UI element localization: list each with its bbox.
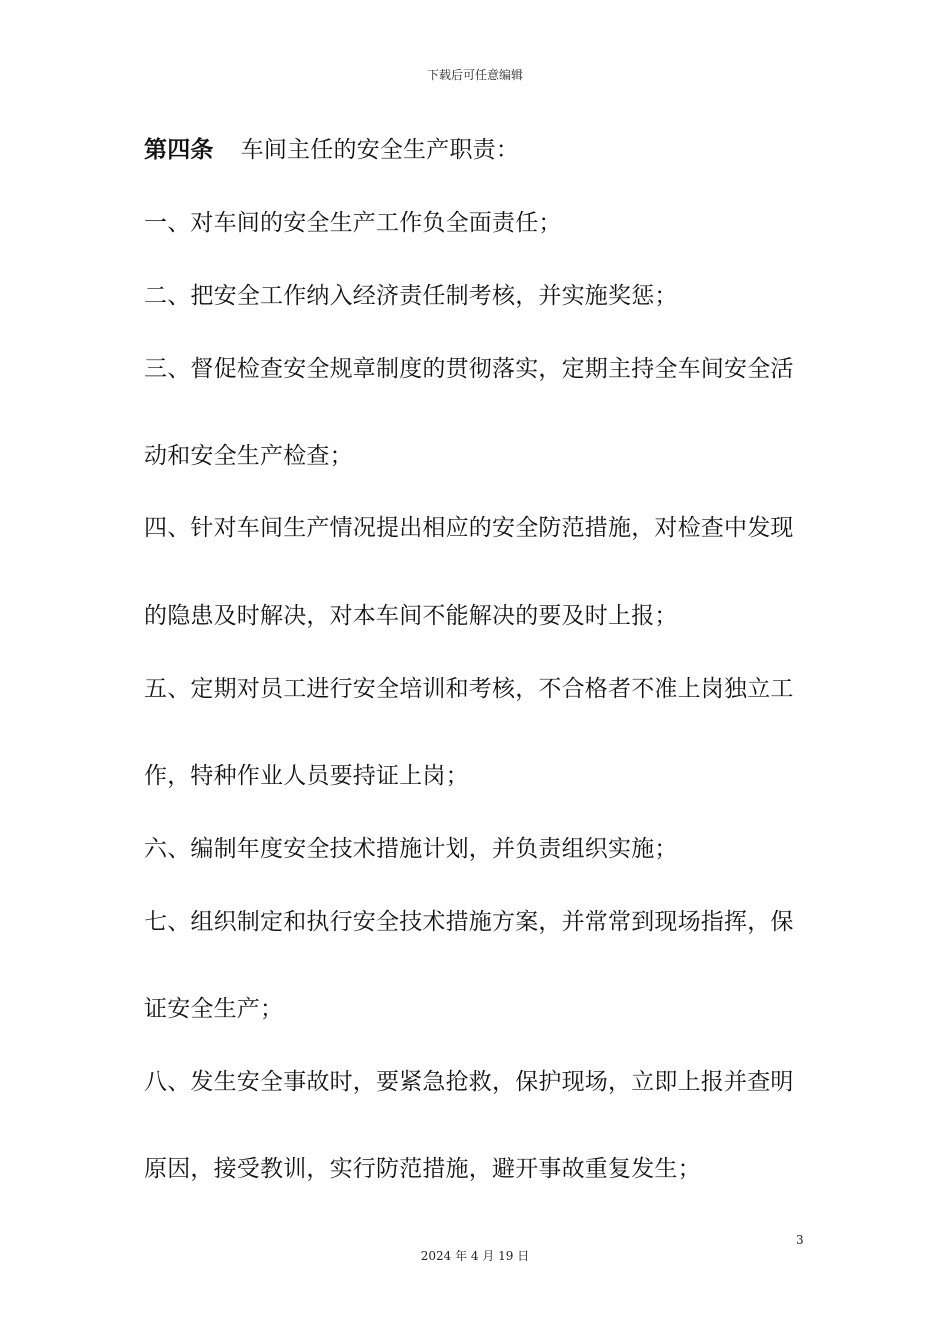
page-number: 3	[796, 1233, 804, 1247]
duty-line: 二、把安全工作纳入经济责任制考核，并实施奖惩；	[144, 283, 678, 309]
duty-line-continuation: 作，特种作业人员要持证上岗；	[144, 763, 469, 789]
duty-line: 三、督促检查安全规章制度的贯彻落实，定期主持全车间安全活	[144, 356, 794, 382]
duty-line: 五、定期对员工进行安全培训和考核，不合格者不准上岗独立工	[144, 676, 794, 702]
article-heading: 车间主任的安全生产职责：	[240, 137, 520, 163]
duty-line: 八、发生安全事故时，要紧急抢救，保护现场，立即上报并查明	[144, 1069, 794, 1095]
duty-line-continuation: 动和安全生产检查；	[144, 443, 353, 469]
footer-date: 2024 年 4 月 19 日	[420, 1249, 530, 1263]
duty-line: 七、组织制定和执行安全技术措施方案，并常常到现场指挥，保	[144, 909, 794, 935]
header-note: 下载后可任意编辑	[426, 68, 523, 82]
duty-line-continuation: 原因，接受教训，实行防范措施，避开事故重复发生；	[144, 1156, 701, 1182]
article-number: 第四条	[144, 137, 214, 163]
duty-line: 四、针对车间生产情况提出相应的安全防范措施，对检查中发现	[144, 515, 794, 541]
duty-line: 一、对车间的安全生产工作负全面责任；	[144, 210, 562, 236]
duty-line-continuation: 证安全生产；	[144, 996, 284, 1022]
duty-line-continuation: 的隐患及时解决，对本车间不能解决的要及时上报；	[144, 603, 678, 629]
article-title	[144, 135, 519, 165]
duty-line: 六、编制年度安全技术措施计划，并负责组织实施；	[144, 836, 678, 862]
